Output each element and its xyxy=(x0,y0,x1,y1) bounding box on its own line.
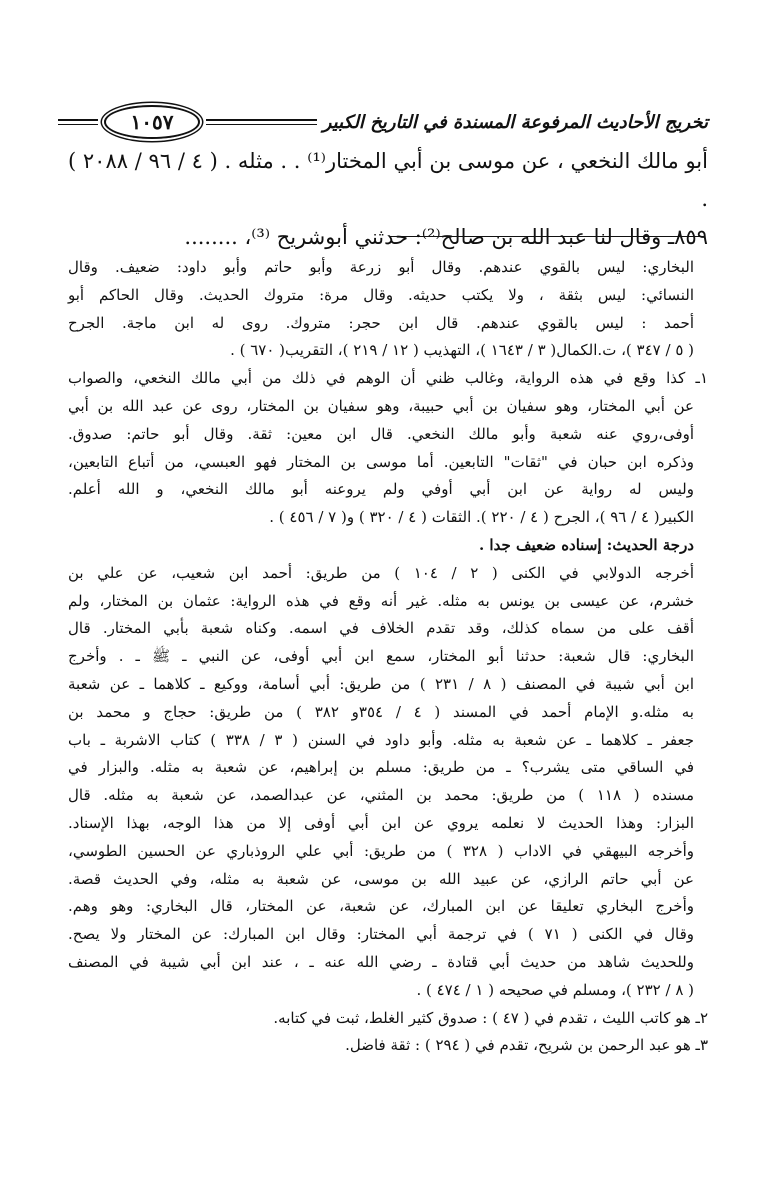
footnote-line: وذكره ابن حبان في "ثقات" التابعين. أما موسى بن المختار فهو العبسي، من أتباع التابعين، xyxy=(68,452,694,471)
footnote-line: الكبير( ٤ / ٩٦ )، الجرح ( ٤ / ٢٢٠ ). الثقات ( ٤ / ٣٢٠ ) و( ٧ / ٤٥٦ ) . xyxy=(269,508,694,527)
footnote-line: وليس له رواية عن ابن أبي أوفي ولم يروعنه أبو مالك النخعي، و الله أعلم. xyxy=(68,480,694,499)
footnote-line: جعفر ـ كلاهما ـ عن شعبة به مثله. وأبو داود في السنن ( ٣ / ٣٣٨ ) كتاب الاشربة ـ باب xyxy=(68,730,694,749)
book-title: تخريج الأحاديث المرفوعة المسندة في التاريخ الكبير xyxy=(322,111,708,133)
footnote-line: وأخرج البخاري تعليقا عن ابن المبارك، عن شعبة، عن المختار، قال البخاري: وهو وهم. xyxy=(68,897,694,916)
footnotes xyxy=(68,254,708,1060)
footnote-line: مسنده ( ١١٨ ) من طريق: محمد بن المثني، عن عبدالصمد، عن شعبة به مثله. قال xyxy=(68,786,694,805)
footnote-line: في الساقي متى يشرب؟ ـ من طريق: مسلم بن إبراهيم، عن شعبة به مثله. والبزار في xyxy=(68,758,694,777)
footnote-line: عن أبي المختار، وهو سفيان بن أبي حبيبة، وهو سفيان بن المختار، روى عن عبد الله بن أبي xyxy=(68,396,694,415)
footnote-line: البزار: وهذا الحديث لا نعلمه يروي عن ابن أبي أوفى إلا من هذا الوجه، بهذا الإسناد. xyxy=(68,813,694,832)
footnote-3: ٣ـ هو عبد الرحمن بن شريح، تقدم في ( ٢٩٤ ) : ثقة فاضل. xyxy=(345,1036,708,1055)
hadith-grade: درجة الحديث: إسناده ضعيف جدا . xyxy=(478,535,694,554)
footnote-line: عن أبي حاتم الرازي، عن عبيد الله بن موسى، عن شعبة به مثله، وفي الحديث قصة. xyxy=(68,869,694,888)
footnote-line: أوفى،روي عنه شعبة وأبو مالك النخعي. قال ابن معين: ثقة. وقال أبو حاتم: صدوق. xyxy=(68,424,694,443)
footnote-2: ٢ـ هو كاتب الليث ، تقدم في ( ٤٧ ) : صدوق كثير الغلط، ثبت في كتابه. xyxy=(273,1008,708,1027)
footnote-line: ابن أبي شيبة في المصنف ( ٨ / ٢٣١ ) من طريق: أبي أسامة، ووكيع ـ كلاهما ـ عن شعبة xyxy=(68,674,694,693)
footnote-line: وأخرجه البيهقي في الاداب ( ٣٢٨ ) من طريق: أبي علي الروذباري عن الحسين الطوسي، xyxy=(68,841,695,860)
footnote-1: ١ـ كذا وقع في هذه الرواية، وغالب ظني أن الوهم في ذلك من أبي مالك النخعي، والصواب xyxy=(68,369,708,388)
footnote-line: البخاري: قال شعبة: حدثنا أبو المختار، سمع ابن أبي أوفى، عن النبي ـ ﷺ ـ . وأخرج xyxy=(68,647,694,666)
footnote-line: ( ٨ / ٢٣٢ )، ومسلم في صحيحه ( ١ / ٤٧٤ ) . xyxy=(416,980,694,999)
footnote-separator xyxy=(390,236,705,237)
footnote-line: وقال في الكنى ( ٧١ ) في ترجمة أبي المختار: وقال ابن المبارك: عن المختار ولا يصح. xyxy=(68,925,694,944)
footnote-line: البخاري: ليس بالقوي عندهم. وقال أبو زرعة وأبو حاتم وأبو داود: ضعيف. وقال xyxy=(68,258,694,276)
footnote-line: أخرجه الدولابي في الكنى ( ٢ / ١٠٤ ) من طريق: أحمد ابن شعيب، عن علي بن xyxy=(68,563,694,582)
footnote-line: خشرم، عن عيسى بن يونس به مثله. غير أنه وقع في هذه الرواية: عثمان بن المختار، ولم xyxy=(68,591,694,610)
footnote-line: ( ٥ / ٣٤٧ )، ت.الكمال( ٣ / ١٦٤٣ )، التهذيب ( ١٢ / ٢١٩ )، التقريب( ٦٧٠ ) . xyxy=(230,341,694,360)
header-rule-right xyxy=(206,119,317,125)
hadith-859: ٨٥٩ـ وقال لنا عبد الله بن صالح⁽²⁾: حدثني أبوشريح ⁽³⁾، ........ xyxy=(184,225,708,249)
main-text xyxy=(68,142,708,256)
header-rule-left xyxy=(58,119,98,125)
text-line: أبو مالك النخعي ، عن موسى بن أبي المختار⁽¹⁾ . . مثله . ( ٤ / ٩٦ / ٢٠٨٨ ) . xyxy=(68,149,708,211)
footnote-line: النسائي: ليس بثقة ، ولا يكتب حديثه. وقال مرة: متروك الحديث. وقال الحاكم أبو xyxy=(68,285,694,304)
running-header xyxy=(58,104,708,140)
footnote-line: به مثله.و الإمام أحمد في المسند ( ٤ / ٣٥٤و ٣٨٢ ) من طريق: حجاج و محمد بن xyxy=(68,702,694,721)
footnote-line: وللحديث شاهد من حديث أبي قتادة ـ رضي الله عنه ـ ، عند ابن أبي شيبة في المصنف xyxy=(68,952,694,971)
page-number: ١٠٥٧ xyxy=(104,105,200,139)
footnote-line: أقف على من سماه كذلك، وقد تقدم الخلاف في اسمه. وكناه شعبة بأبي المختار. قال xyxy=(68,619,694,638)
footnote-line: أحمد : ليس بالقوي عندهم. قال ابن حجر: متروك. روى له ابن ماجة. الجرح xyxy=(68,313,694,332)
